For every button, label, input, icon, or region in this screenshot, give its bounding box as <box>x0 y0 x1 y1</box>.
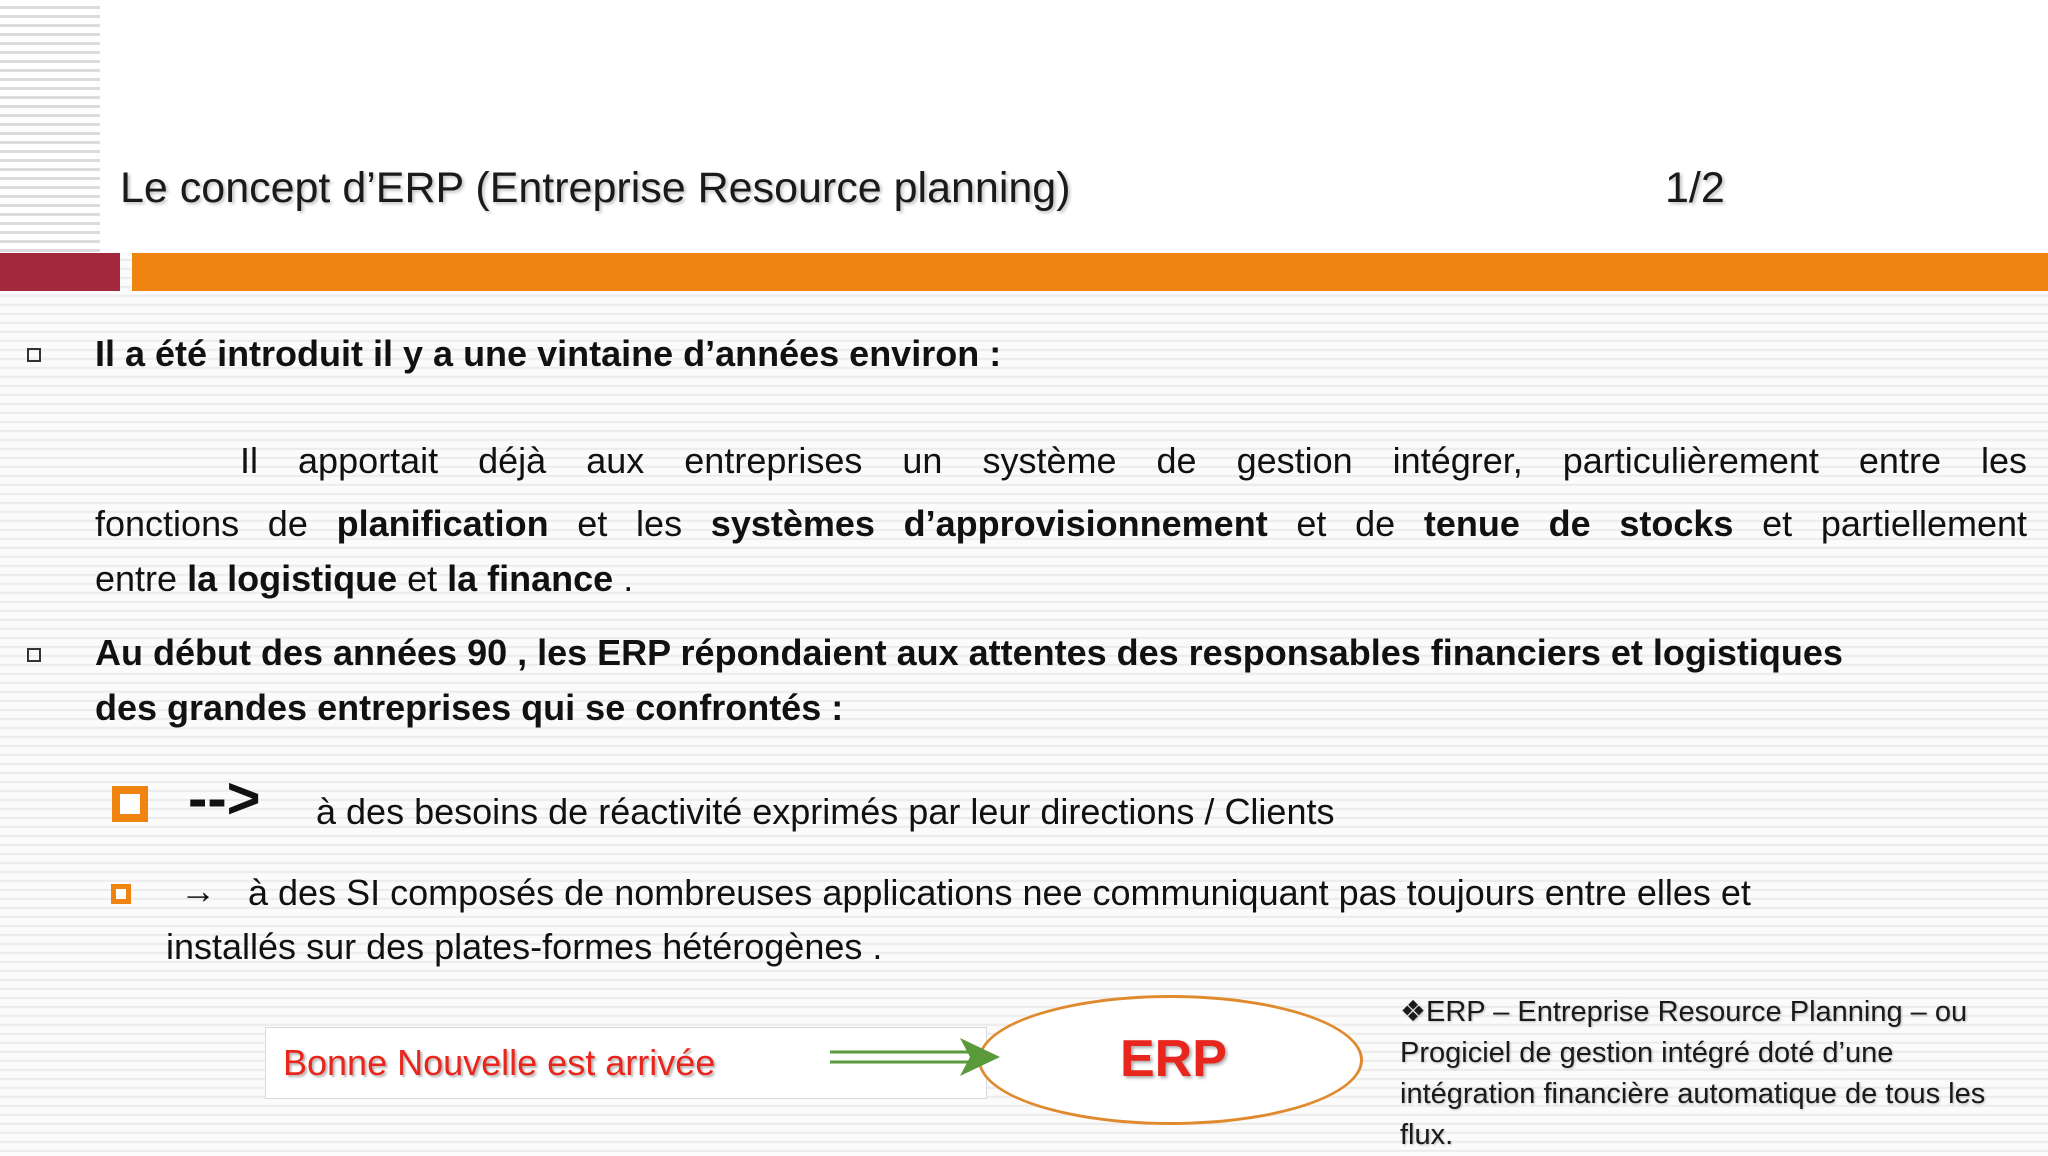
note-line-1: ❖ERP – Entreprise Resource Planning – ou <box>1400 996 1968 1028</box>
erp-definition-note <box>1400 992 2030 1156</box>
bonne-nouvelle-label: Bonne Nouvelle est arrivée <box>283 1042 716 1083</box>
paragraph-line-3: entre la logistique et la finance . <box>95 558 634 599</box>
paragraph-line-1: Il apportait déjà aux entreprises un système de gestion intégrer, particulièrement entre les <box>240 440 2027 481</box>
bullet-square-icon <box>27 348 41 362</box>
sub-bullet-2-line-1: à des SI composés de nombreuses applications nee communiquant pas toujours entre elles et <box>248 872 1751 913</box>
title-bar-orange <box>132 253 2048 291</box>
note-line-4: flux. <box>1400 1119 1454 1151</box>
erp-label: ERP <box>1120 1030 1227 1088</box>
green-arrow-icon <box>828 1034 1008 1084</box>
note-line-2: Progiciel de gestion intégré doté d’une <box>1400 1037 1894 1069</box>
dashed-arrow-text: --> <box>188 766 261 831</box>
slide-title: Le concept d’ERP (Entreprise Resource planning) <box>120 164 1071 212</box>
title-area <box>100 0 2048 252</box>
slide-page-number: 1/2 <box>1665 164 1725 212</box>
orange-square-bullet-icon <box>112 786 148 822</box>
orange-square-bullet-icon <box>111 884 131 904</box>
bullet-2-line-1: Au début des années 90 , les ERP répondaient aux attentes des responsables financiers et logistiques <box>95 632 1843 673</box>
paragraph-line-2: fonctions de planification et les systèmes d’approvisionnement et de tenue de stocks et partiellement <box>95 503 2027 544</box>
right-arrow-icon: → <box>180 870 216 911</box>
note-line-3: intégration financière automatique de tous les <box>1400 1078 1986 1110</box>
sub-bullet-2-line-2: installés sur des plates-formes hétérogènes . <box>166 926 883 967</box>
bullet-1-text: Il a été introduit il y a une vintaine d’années environ : <box>95 333 1002 374</box>
bullet-2-line-2: des grandes entreprises qui se confrontés : <box>95 687 844 728</box>
bullet-square-icon <box>27 648 41 662</box>
sub-bullet-1-text: à des besoins de réactivité exprimés par leur directions / Clients <box>316 791 1335 832</box>
decorative-line-pattern <box>0 0 100 255</box>
title-bar-red <box>0 253 120 291</box>
